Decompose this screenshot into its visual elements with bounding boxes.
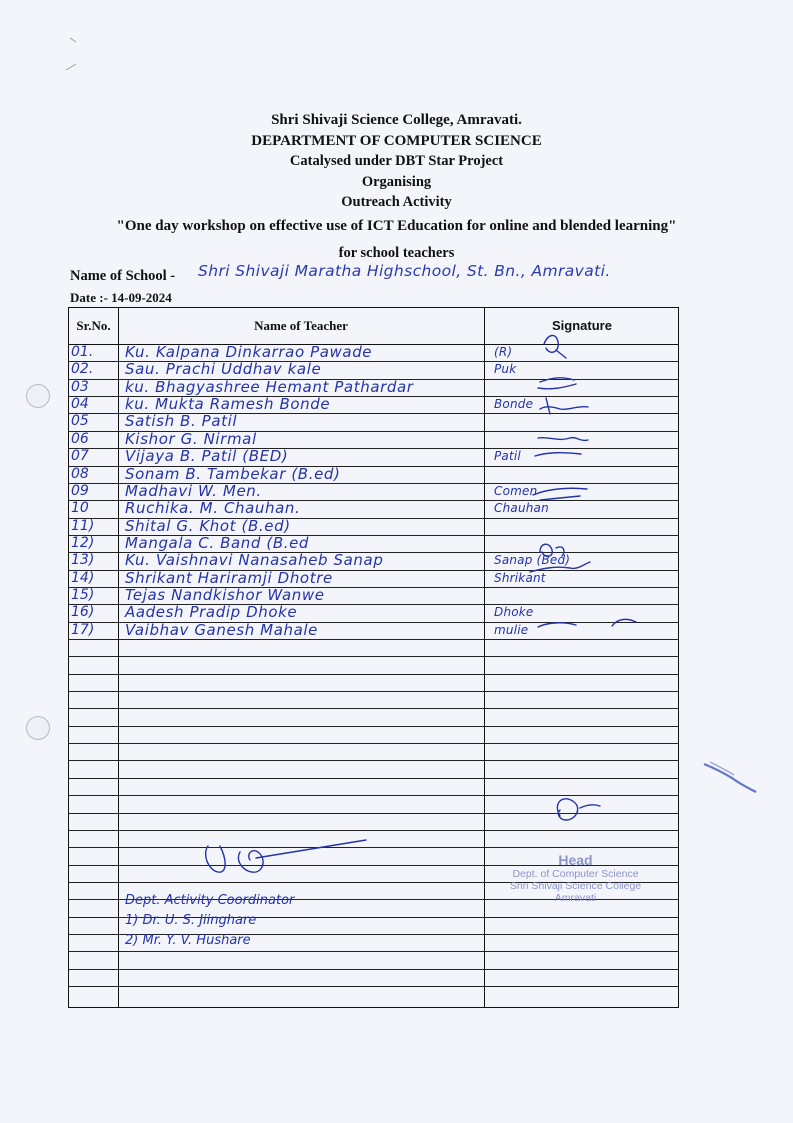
school-value: Shri Shivaji Maratha Highschool, St. Bn., Amravati.: [198, 262, 611, 280]
school-label: Name of School -: [70, 268, 176, 284]
corner-mark: [30, 30, 90, 80]
row-sr-no: 14): [71, 569, 95, 586]
row-teacher-name: Aadesh Pradip Dhoke: [125, 603, 298, 622]
row-separator: [69, 795, 678, 796]
row-teacher-name: Vaibhav Ganesh Mahale: [125, 620, 318, 639]
row-teacher-name: Vijaya B. Patil (BED): [125, 447, 289, 466]
row-signature: [494, 535, 684, 552]
row-signature: Patil: [494, 449, 521, 464]
row-signature: Comen: [494, 483, 538, 498]
date-line: Date :- 14-09-2024: [70, 290, 172, 305]
row-teacher-name: Kishor G. Nirmal: [125, 429, 257, 448]
stamp-line-1: Dept. of Computer Science: [512, 868, 639, 880]
row-separator: [69, 813, 678, 814]
row-separator: [69, 691, 678, 692]
coordinator-title: Dept. Activity Coordinator: [125, 893, 295, 908]
ink-smudge: [700, 758, 760, 798]
row-teacher-name: Madhavi W. Men.: [125, 481, 262, 500]
workshop-audience: for school teachers: [338, 245, 455, 261]
stamp-line-3: Amravati: [554, 892, 597, 904]
coordinator-name-2: 2) Mr. Y. V. Hushare: [125, 933, 251, 948]
row-teacher-name: Shrikant Hariramji Dhotre: [125, 568, 333, 587]
row-teacher-name: Ku. Kalpana Dinkarrao Pawade: [125, 343, 373, 361]
row-sr-no: 04: [71, 396, 89, 413]
row-teacher-name: Sau. Prachi Uddhav kale: [125, 360, 322, 379]
row-signature: [494, 518, 684, 535]
row-separator: [69, 778, 678, 779]
row-separator: [69, 726, 678, 727]
row-signature: Bonde: [494, 397, 534, 412]
row-sr-no: 11): [71, 517, 95, 534]
row-separator: [69, 656, 678, 657]
college-name: Shri Shivaji Science College, Amravati.: [271, 112, 522, 128]
row-signature: [494, 466, 684, 483]
row-teacher-name: Ruchika. M. Chauhan.: [125, 499, 301, 518]
row-separator: [69, 708, 678, 709]
punch-hole-top: [26, 384, 50, 408]
row-separator: [69, 847, 678, 848]
coordinator-name-1: 1) Dr. U. S. Jiinghare: [125, 913, 257, 928]
row-sr-no: 17): [71, 621, 95, 638]
row-sr-no: 16): [71, 604, 95, 621]
row-teacher-name: Satish B. Patil: [125, 412, 238, 431]
row-sr-no: 12): [71, 534, 95, 551]
row-separator: [69, 674, 678, 675]
row-sr-no: 09: [71, 482, 89, 499]
row-teacher-name: ku. Bhagyashree Hemant Pathardar: [125, 377, 414, 396]
row-sr-no: 06: [71, 430, 89, 447]
row-signature: mulie: [494, 622, 529, 637]
row-separator: [69, 951, 678, 952]
row-teacher-name: Mangala C. Band (B.ed: [125, 533, 310, 552]
workshop-title: "One day workshop on effective use of ICT Education for online and blended learning": [116, 218, 677, 234]
row-teacher-name: Ku. Vaishnavi Nanasaheb Sanap: [125, 551, 384, 570]
organising-line: Organising: [361, 173, 432, 190]
header-signature: Signature: [552, 318, 612, 333]
row-separator: [69, 986, 678, 987]
row-teacher-name: Shital G. Khot (B.ed): [125, 516, 291, 535]
row-teacher-name: Sonam B. Tambekar (B.ed): [125, 464, 341, 483]
row-signature: Sanap (Bed): [494, 553, 571, 568]
row-sr-no: 07: [71, 448, 89, 465]
row-separator: [69, 830, 678, 831]
stamp-title: Head: [558, 852, 593, 868]
row-signature: Dhoke: [494, 605, 534, 620]
row-sr-no: 08: [71, 465, 89, 482]
row-sr-no: 15): [71, 586, 95, 603]
row-signature: Chauhan: [494, 501, 549, 516]
head-stamp: [493, 852, 658, 904]
punch-hole-bottom: [26, 716, 50, 740]
stamp-line-2: Shri Shivaji Science College: [509, 880, 642, 892]
header-sr-no: Sr.No.: [76, 318, 111, 333]
row-separator: [69, 760, 678, 761]
school-row: [70, 262, 770, 288]
row-signature: [494, 379, 684, 396]
row-separator: [69, 639, 678, 640]
row-sr-no: 03: [71, 378, 89, 395]
activity-line: Outreach Activity: [341, 194, 452, 210]
row-signature: Shrikant: [494, 570, 546, 585]
row-teacher-name: Tejas Nandkishor Wanwe: [125, 585, 325, 604]
row-signature: (R): [494, 345, 513, 359]
row-teacher-name: ku. Mukta Ramesh Bonde: [125, 395, 331, 414]
row-separator: [69, 743, 678, 744]
row-sr-no: 02.: [71, 361, 94, 378]
row-signature: Puk: [494, 362, 517, 377]
row-sr-no: 01.: [71, 344, 94, 360]
row-signature: [494, 413, 684, 430]
department-name: DEPARTMENT OF COMPUTER SCIENCE: [251, 132, 542, 149]
row-signature: [494, 431, 684, 448]
row-sr-no: 13): [71, 552, 95, 569]
row-signature: [494, 587, 684, 604]
header-name-of-teacher: Name of Teacher: [254, 318, 348, 333]
row-separator: [69, 969, 678, 970]
project-line: Catalysed under DBT Star Project: [289, 153, 504, 169]
row-sr-no: 10: [71, 500, 89, 517]
row-sr-no: 05: [71, 413, 89, 430]
document-header: [0, 110, 793, 213]
